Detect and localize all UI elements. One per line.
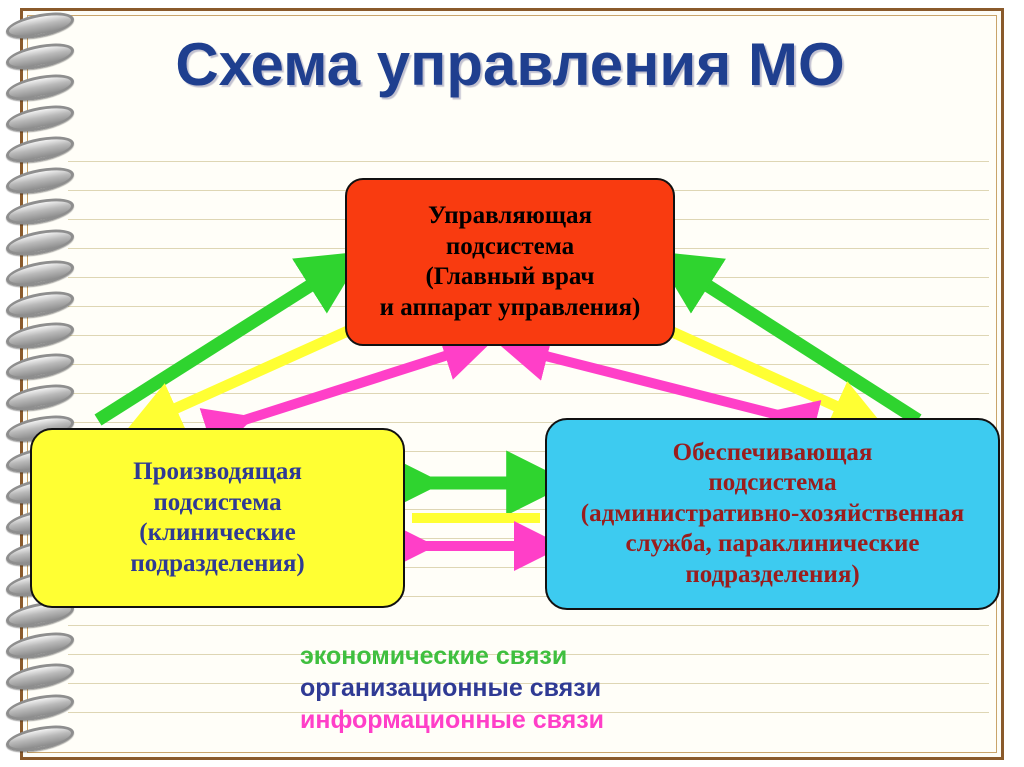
spiral-ring	[6, 225, 74, 260]
box-supporting-line-1: Обеспечивающая	[672, 438, 873, 466]
box-producing-line-2: подсистема	[153, 488, 282, 516]
legend	[300, 640, 730, 736]
page-title: Схема управления МО	[175, 31, 845, 98]
legend-item-economic: экономические связи	[300, 642, 568, 670]
spiral-ring	[6, 721, 74, 756]
spiral-ring	[6, 349, 74, 384]
spiral-ring	[6, 659, 74, 694]
spiral-ring	[6, 628, 74, 663]
spiral-ring	[6, 287, 74, 322]
box-supporting-subsystem[interactable]	[545, 418, 1000, 610]
box-managing-line-3: (Главный врач	[425, 263, 595, 290]
spiral-ring	[6, 380, 74, 415]
box-managing-line-4: и аппарат управления)	[379, 293, 641, 321]
box-supporting-line-4: служба, параклинические	[625, 530, 920, 558]
legend-item-organizational: организационные связи	[300, 674, 602, 702]
paper-rule	[68, 625, 989, 626]
box-supporting-line-5: подразделения)	[685, 560, 860, 588]
box-producing-line-1: Производящая	[133, 458, 302, 485]
box-producing-subsystem[interactable]	[30, 428, 405, 608]
box-supporting-line-3: (административно-хозяйственная	[580, 499, 965, 527]
box-producing-line-3: (клинические	[139, 519, 296, 546]
spiral-ring	[6, 101, 74, 136]
box-supporting-line-2: подсистема	[708, 469, 837, 497]
paper-rule	[68, 393, 989, 394]
spiral-ring	[6, 318, 74, 353]
box-producing-line-4: подразделения)	[130, 549, 305, 577]
spiral-ring	[6, 194, 74, 229]
box-managing-subsystem[interactable]	[345, 178, 675, 346]
spiral-ring	[6, 256, 74, 291]
box-managing-line-1: Управляющая	[427, 202, 593, 229]
paper-rule	[68, 161, 989, 162]
legend-item-information: информационные связи	[300, 706, 605, 734]
spiral-ring	[6, 132, 74, 167]
box-managing-line-2: подсистема	[445, 232, 575, 260]
spiral-ring	[6, 163, 74, 198]
spiral-ring	[6, 690, 74, 725]
spiral-binding	[0, 0, 76, 767]
paper-rule	[68, 364, 989, 365]
